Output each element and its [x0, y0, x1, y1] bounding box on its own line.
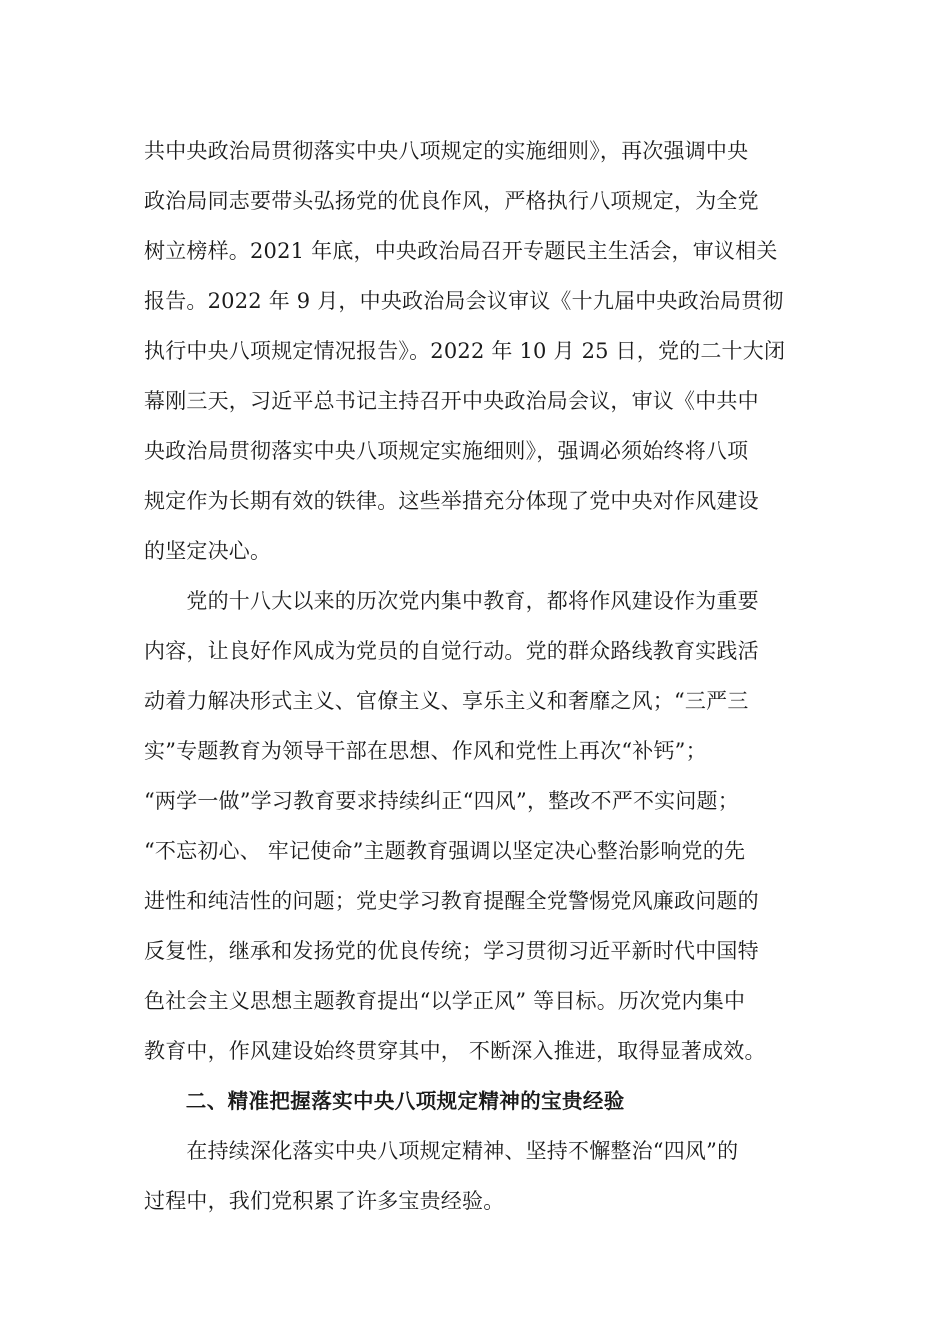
paragraph-line: 幕刚三天，习近平总书记主持召开中央政治局会议，审议《中共中 — [144, 389, 759, 413]
paragraph-line: 央政治局贯彻落实中央八项规定实施细则》，强调必须始终将八项 — [144, 439, 749, 463]
paragraph-line: 反复性，继承和发扬党的优良传统；学习贯彻习近平新时代中国特 — [144, 939, 759, 963]
paragraph-line: 在持续深化落实中央八项规定精神、坚持不懈整治“四风”的 — [144, 1139, 739, 1163]
paragraph-line: 过程中，我们党积累了许多宝贵经验。 — [144, 1189, 505, 1213]
paragraph-line: 党的十八大以来的历次党内集中教育，都将作风建设作为重要 — [144, 589, 759, 613]
paragraph-line: 执行中央八项规定情况报告》。2022 年 10 月 25 日，党的二十大闭 — [144, 339, 786, 363]
paragraph-line: 实”专题教育为领导干部在思想、作风和党性上再次“补钙”； — [144, 739, 707, 763]
paragraph-line: 内容，让良好作风成为党员的自觉行动。党的群众路线教育实践活 — [144, 639, 759, 663]
paragraph-line: 进性和纯洁性的问题；党史学习教育提醒全党警惕党风廉政问题的 — [144, 889, 759, 913]
paragraph-line: 规定作为长期有效的铁律。这些举措充分体现了党中央对作风建设 — [144, 489, 759, 513]
paragraph-line: 的坚定决心。 — [144, 539, 272, 563]
paragraph-line: 政治局同志要带头弘扬党的优良作风，严格执行八项规定，为全党 — [144, 189, 759, 213]
paragraph-line: 树立榜样。2021 年底，中央政治局召开专题民主生活会，审议相关 — [144, 239, 778, 263]
paragraph-line: 动着力解决形式主义、官僚主义、享乐主义和奢靡之风；“三严三 — [144, 689, 749, 713]
paragraph-line: 报告。2022 年 9 月，中央政治局会议审议《十九届中央政治局贯彻 — [144, 289, 784, 313]
paragraph-line: 教育中，作风建设始终贯穿其中， 不断深入推进，取得显著成效。 — [144, 1039, 766, 1063]
paragraph-line: “不忘初心、 牢记使命”主题教育强调以坚定决心整治影响党的先 — [144, 839, 746, 863]
paragraph-line: “两学一做”学习教育要求持续纠正“四风”，整改不严不实问题； — [144, 789, 739, 813]
paragraph-line: 色社会主义思想主题教育提出“以学正风” 等目标。历次党内集中 — [144, 989, 746, 1013]
section-heading: 二、精准把握落实中央八项规定精神的宝贵经验 — [144, 1089, 625, 1113]
paragraph-line: 共中央政治局贯彻落实中央八项规定的实施细则》，再次强调中央 — [144, 139, 749, 163]
